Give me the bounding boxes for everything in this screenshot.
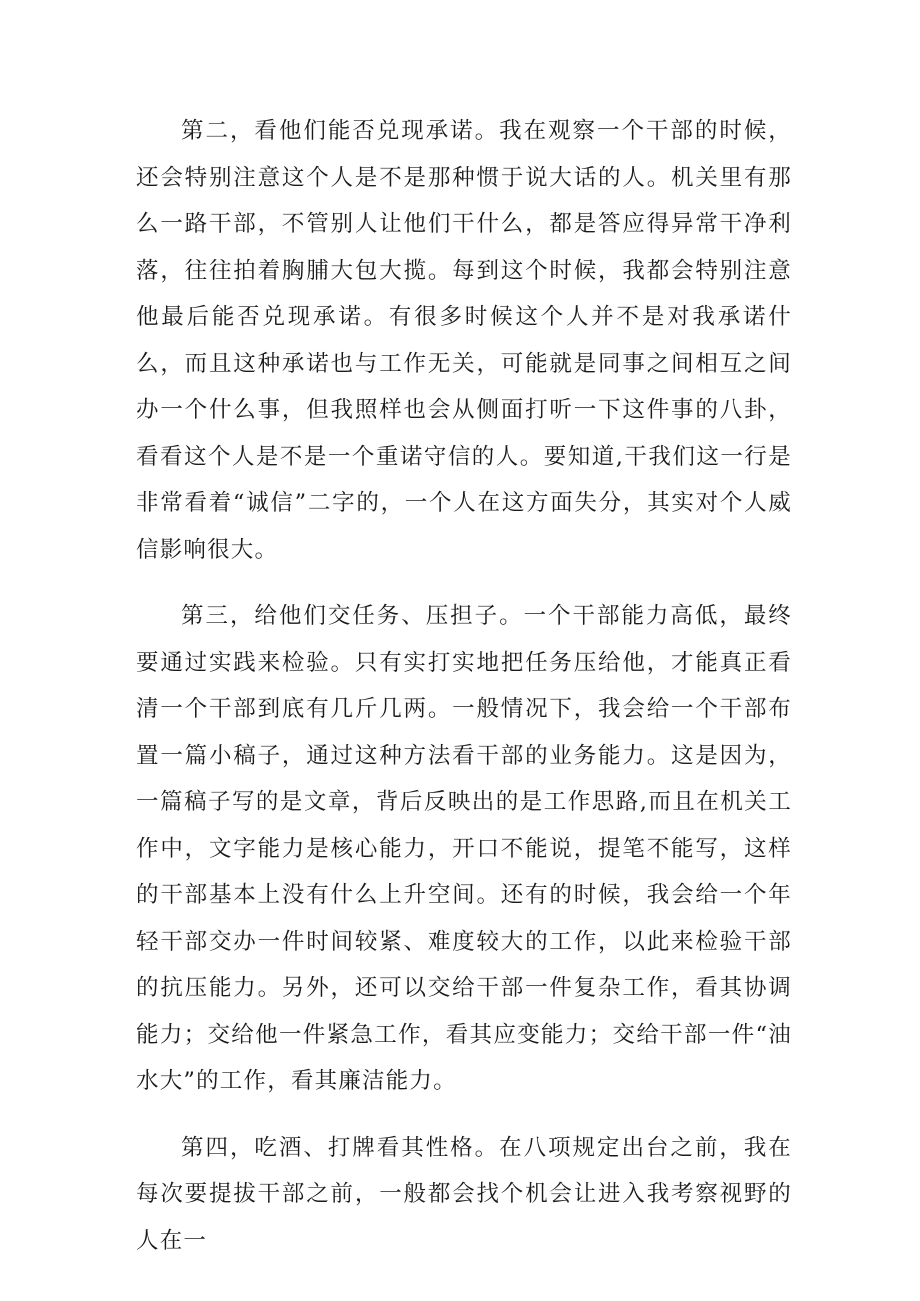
document-body bbox=[136, 108, 792, 1284]
paragraph-second-point: 第二，看他们能否兑现承诺。我在观察一个干部的时候，还会特别注意这个人是不是那种惯于说大话的人。机关里有那么一路干部，不管别人让他们干什么，都是答应得异常干净利落，往往拍着胸脯大包大揽。每到这个时候，我都会特别注意他最后能否兑现承诺。有很多时候这个人并不是对我承诺什么，而且这种承诺也与工作无关，可能就是同事之间相互之间办一个什么事，但我照样也会从侧面打听一下这件事的八卦，看看这个人是不是一个重诺守信的人。要知道,干我们这一行是非常看着“诚信”二字的，一个人在这方面失分，其实对个人威信影响很大。 bbox=[136, 118, 792, 563]
paragraph-fourth-point: 第四，吃酒、打牌看其性格。在八项规定出台之前，我在每次要提拔干部之前，一般都会找个机会让进入我考察视野的人在一 bbox=[136, 1134, 792, 1254]
paragraph-third-point: 第三，给他们交任务、压担子。一个干部能力高低，最终要通过实践来检验。只有实打实地把任务压给他，才能真正看清一个干部到底有几斤几两。一般情况下，我会给一个干部布置一篇小稿子，通过这种方法看干部的业务能力。这是因为，一篇稿子写的是文章，背后反映出的是工作思路,而且在机关工作中，文字能力是核心能力，开口不能说，提笔不能写，这样的干部基本上没有什么上升空间。还有的时候，我会给一个年轻干部交办一件时间较紧、难度较大的工作，以此来检验干部的抗压能力。另外，还可以交给干部一件复杂工作，看其协调能力；交给他一件紧急工作，看其应变能力；交给干部一件“油水大”的工作，看其廉洁能力。 bbox=[136, 603, 792, 1094]
